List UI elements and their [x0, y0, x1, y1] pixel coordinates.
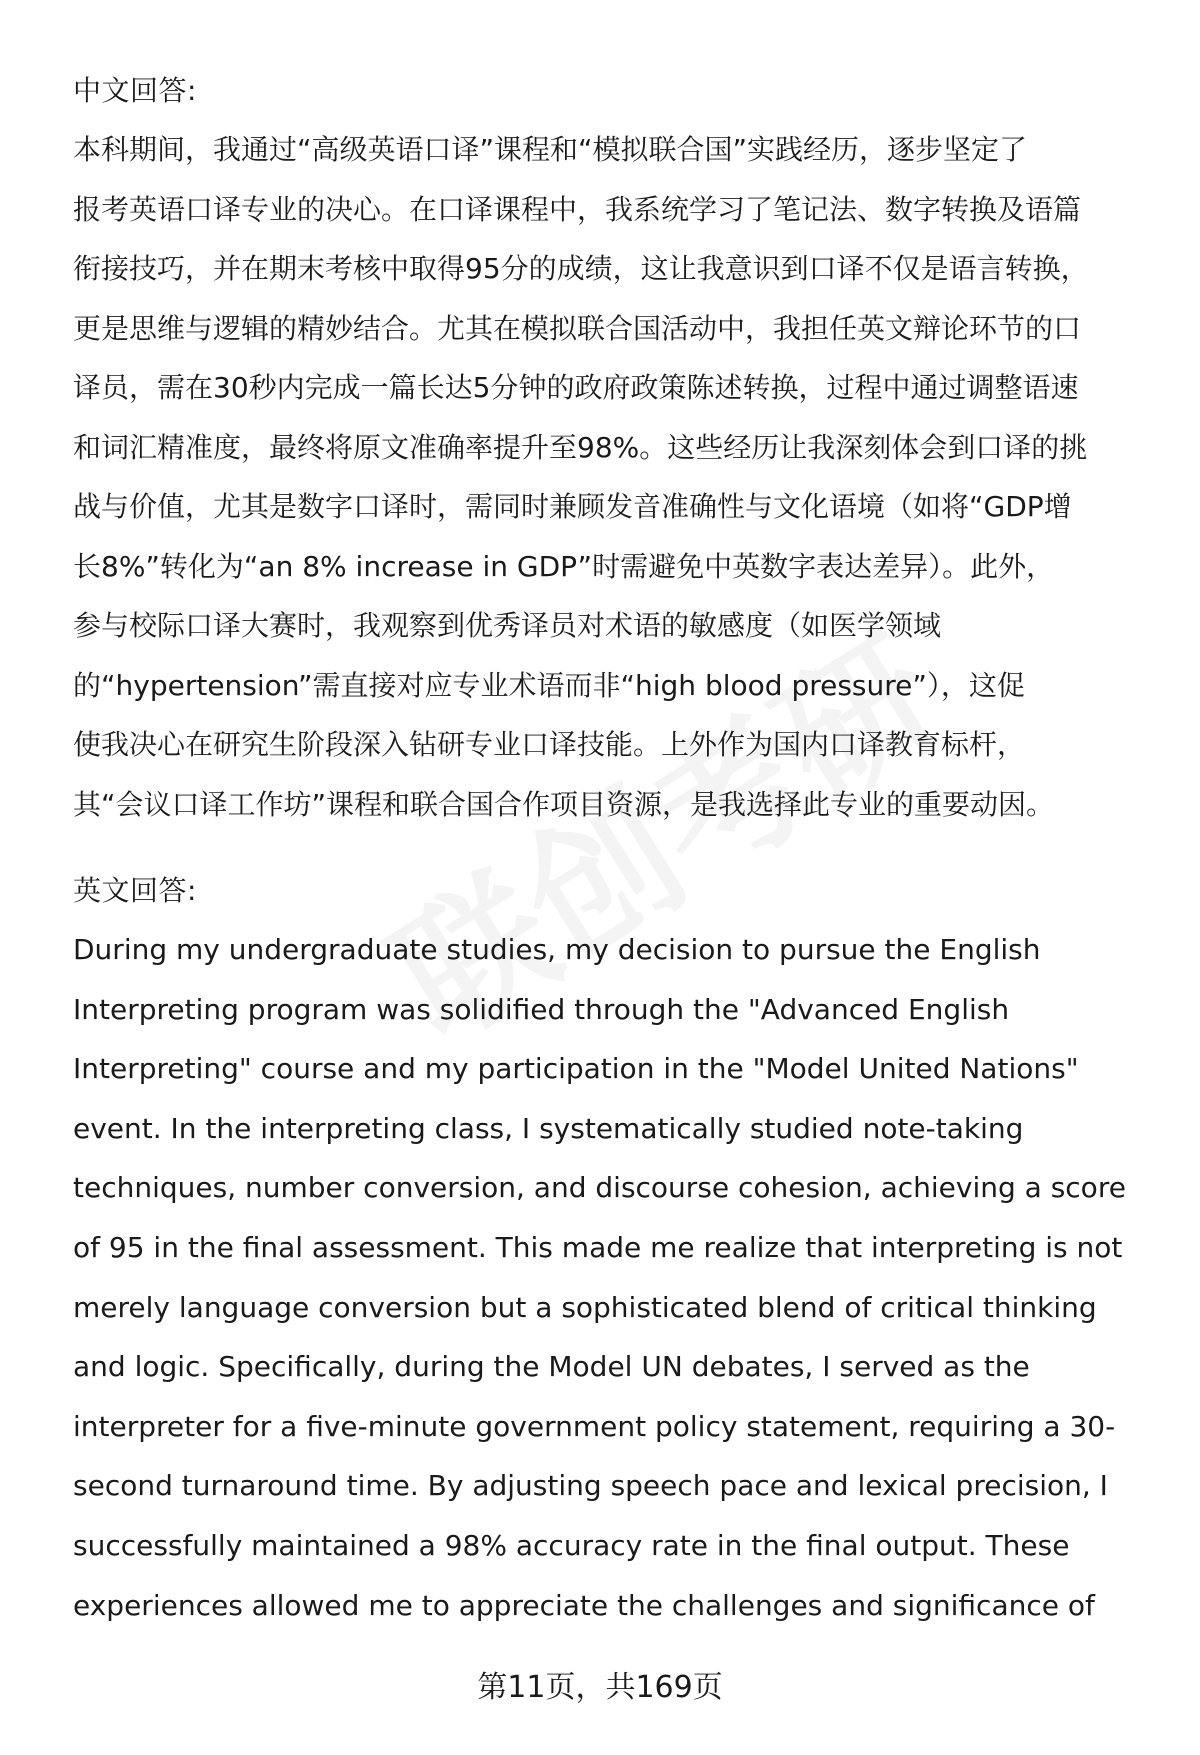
chinese-answer-line: 的“hypertension”需直接对应专业术语而非“high blood pressure”），这促	[73, 668, 1025, 702]
chinese-answer-line: 参与校际口译大赛时，我观察到优秀译员对术语的敏感度（如医学领域	[73, 609, 942, 642]
chinese-answer-line: 和词汇精准度，最终将原文准确率提升至98%。这些经历让我深刻体会到口译的挑	[73, 430, 1088, 464]
english-answer-line: interpreter for a five-minute government policy statement, requiring a 30-	[73, 1409, 1116, 1443]
english-answer-line: During my undergraduate studies, my decision to pursue the English	[73, 933, 1041, 966]
chinese-answer-line: 其“会议口译工作坊”课程和联合国合作项目资源，是我选择此专业的重要动因。	[73, 787, 1055, 821]
page-number-footer: 第11页，共169页	[477, 1670, 723, 1705]
english-answer-line: Interpreting" course and my participation in the "Model United Nations"	[73, 1052, 1079, 1086]
english-answer-line: successfully maintained a 98% accuracy rate in the final output. These	[73, 1528, 1070, 1562]
english-answer-line: and logic. Specifically, during the Model UN debates, I served as the	[73, 1350, 1030, 1384]
chinese-answer-line: 更是思维与逻辑的精妙结合。尤其在模拟联合国活动中，我担任英文辩论环节的口	[73, 311, 1082, 345]
chinese-answer-line: 报考英语口译专业的决心。在口译课程中，我系统学习了笔记法、数字转换及语篇	[73, 192, 1082, 226]
chinese-answer-line: 本科期间，我通过“高级英语口译”课程和“模拟联合国”实践经历，逐步坚定了	[73, 133, 1028, 166]
english-answer-paragraph	[73, 920, 1153, 1635]
chinese-section-heading: 中文回答:	[73, 74, 197, 107]
english-answer-line: event. In the interpreting class, I systematically studied note-taking	[73, 1111, 1024, 1145]
english-answer-line: of 95 in the final assessment. This made me realize that interpreting is not	[73, 1230, 1123, 1264]
english-answer-line: merely language conversion but a sophisticated blend of critical thinking	[73, 1290, 1097, 1324]
english-answer-line: second turnaround time. By adjusting speech pace and lexical precision, I	[73, 1469, 1108, 1503]
section-spacer	[73, 834, 1153, 862]
chinese-answer-line: 长8%”转化为“an 8% increase in GDP”时需避免中英数字表达差异）。此外，	[73, 549, 1055, 583]
document-page	[73, 62, 1153, 1635]
english-answer-line: techniques, number conversion, and discourse cohesion, achieving a score	[73, 1171, 1126, 1205]
chinese-answer-line: 使我决心在研究生阶段深入钻研专业口译技能。上外作为国内口译教育标杆，	[73, 728, 1026, 761]
english-answer-line: experiences allowed me to appreciate the challenges and significance of	[73, 1588, 1095, 1622]
chinese-answer-line: 衔接技巧，并在期末考核中取得95分的成绩，这让我意识到口译不仅是语言转换，	[73, 252, 1089, 285]
english-answer-line: Interpreting program was solidified through the "Advanced English	[73, 992, 1010, 1026]
chinese-answer-line: 译员，需在30秒内完成一篇长达5分钟的政府政策陈述转换，过程中通过调整语速	[73, 371, 1079, 404]
chinese-answer-line: 战与价值，尤其是数字口译时，需同时兼顾发音准确性与文化语境（如将“GDP增	[73, 490, 1072, 523]
chinese-answer-paragraph	[73, 120, 1153, 834]
english-section-heading: 英文回答:	[73, 874, 197, 907]
